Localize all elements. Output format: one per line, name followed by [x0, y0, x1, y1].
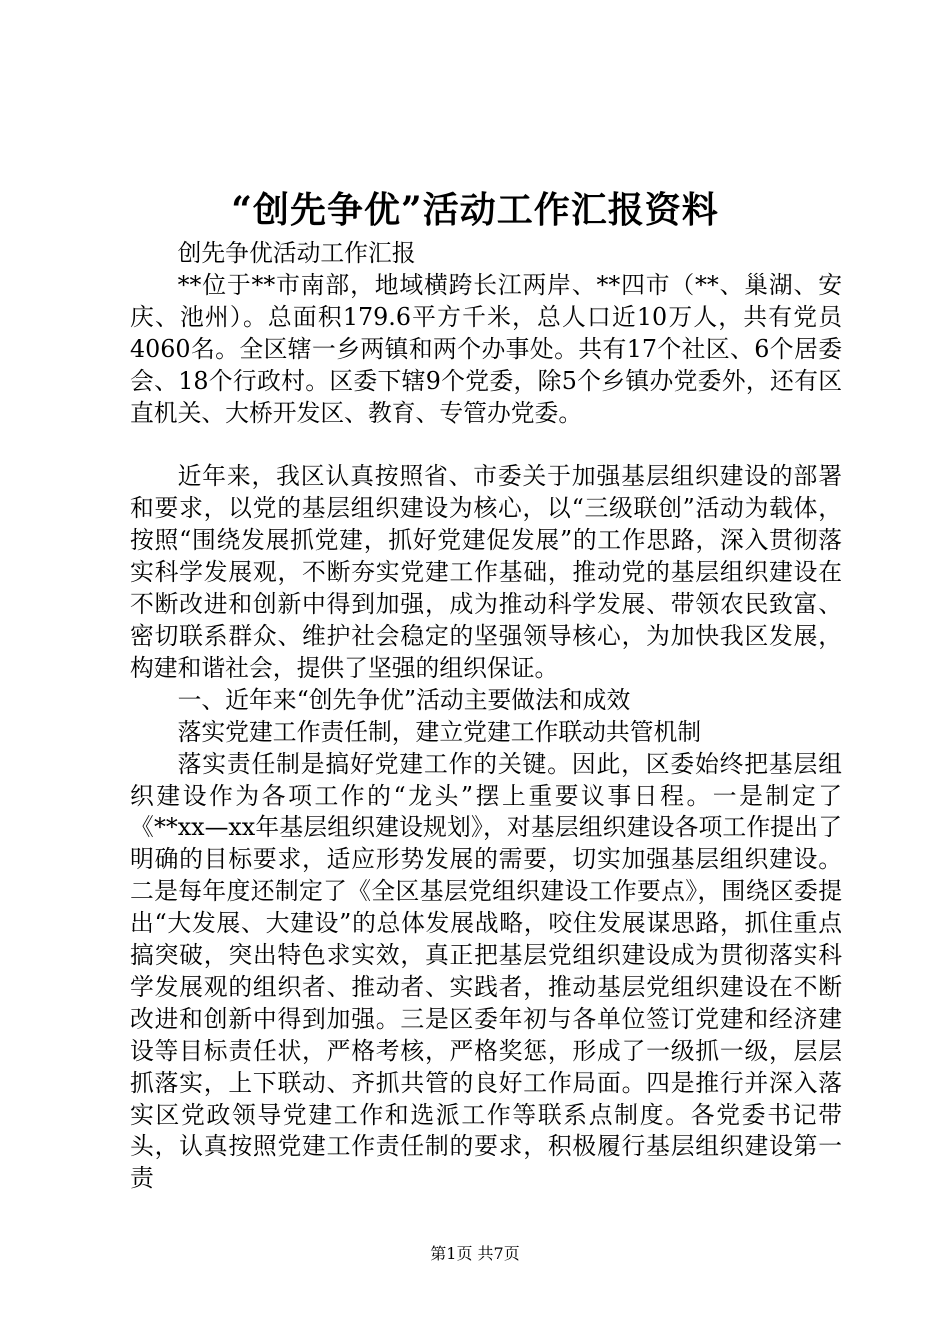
paragraph-subtitle: 创先争优活动工作汇报: [177, 239, 416, 267]
paragraph-responsibility: 落实责任制是搞好党建工作的关键。因此，区委始终把基层组织建设作为各项工作的“龙头”摆上重要议事日程。一是制定了《**xx—xx年基层组织建设规划》，对基层组织建设各项工作提出了明确的目标要求，适应形势发展的需要，切实加强基层组织建设。二是每年度还制定了《全区基层党组织建设工作要点》，围绕区委提出“大发展、大建设”的总体发展战略，咬住发展谋思路，抓住重点搞突破，突出特色求实效，真正把基层党组织建设成为贯彻落实科学发展观的组织者、推动者、实践者，推动基层党组织建设在不断改进和创新中得到加强。三是区委年初与各单位签订党建和经济建设等目标责任状，严格考核，严格奖惩，形成了一级抓一级，层层抓落实，上下联动、齐抓共管的良好工作局面。四是推行并深入落实区党政领导党建工作和选派工作等联系点制度。各党委书记带头，认真按照党建工作责任制的要求，积极履行基层组织建设第一责: [130, 749, 842, 1193]
page-number: 第1页 共7页: [430, 1244, 520, 1263]
document-body: [130, 238, 842, 1195]
paragraph-overview: **位于**市南部，地域横跨长江两岸、**四市（**、巢湖、安庆、池州）。总面积179.6平方千米，总人口近10万人，共有党员4060名。全区辖一乡两镇和两个办事处。共有17个社区、6个居委会、18个行政村。区委下辖9个党委，除5个乡镇办党委外，还有区直机关、大桥开发区、教育、专管办党委。: [130, 270, 842, 427]
section-heading: 一、近年来“创先争优”活动主要做法和成效: [177, 685, 631, 714]
paragraph-intro: 近年来，我区认真按照省、市委关于加强基层组织建设的部署和要求，以党的基层组织建设为核心，以“三级联创”活动为载体，按照“围绕发展抓党建，抓好党建促发展”的工作思路，深入贯彻落实科学发展观，不断夯实党建工作基础，推动党的基层组织建设在不断改进和创新中得到加强，成为推动科学发展、带领农民致富、密切联系群众、维护社会稳定的坚强领导核心，为加快我区发展，构建和谐社会，提供了坚强的组织保证。: [130, 462, 842, 682]
document-title: “创先争优”活动工作汇报资料: [231, 189, 719, 231]
subsection-heading: 落实党建工作责任制，建立党建工作联动共管机制: [177, 717, 702, 746]
